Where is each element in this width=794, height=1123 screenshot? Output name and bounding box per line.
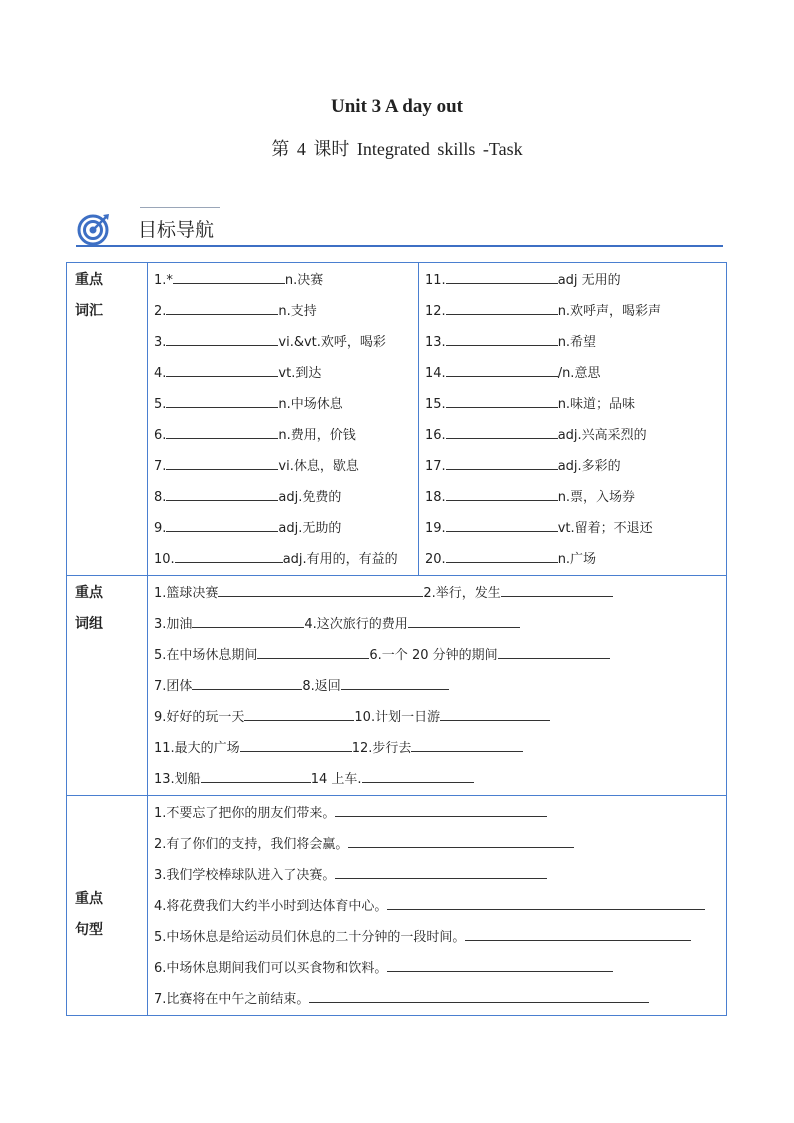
- vocab-meaning: n.支持: [278, 304, 317, 319]
- phrase-text: 14 上车.: [310, 772, 362, 787]
- vocab-item: [425, 420, 726, 451]
- vocab-item: [425, 389, 726, 420]
- answer-blank[interactable]: [446, 332, 558, 346]
- phrase-text: 4.这次旅行的费用: [304, 617, 408, 632]
- vocab-meaning: adj.有用的，有益的: [282, 552, 398, 567]
- phrase-text: 8.返回: [302, 679, 341, 694]
- sentence-cell: [148, 796, 727, 1016]
- answer-blank[interactable]: [166, 518, 278, 532]
- section-title: 目标导航: [138, 219, 215, 241]
- vocab-meaning: n.广场: [557, 552, 597, 567]
- vocab-item: [154, 544, 418, 575]
- sentence-item: [154, 829, 726, 860]
- sentence-item: [154, 984, 726, 1015]
- phrase-text: 2.举行，发生: [423, 586, 501, 601]
- vocab-number: 16.: [425, 428, 446, 443]
- vocab-meaning: adj 无用的: [557, 273, 621, 288]
- vocab-meaning: vi.休息，歇息: [278, 459, 359, 474]
- phrase-text: 6.一个 20 分钟的期间: [369, 648, 498, 663]
- answer-blank[interactable]: [166, 332, 278, 346]
- phrase-text: 11.最大的广场: [154, 741, 240, 756]
- phrase-item: [154, 702, 726, 733]
- vocab-item: [425, 296, 726, 327]
- answer-blank[interactable]: [446, 394, 558, 408]
- target-icon: [76, 211, 112, 247]
- answer-blank[interactable]: [240, 738, 352, 752]
- sentence-item: [154, 891, 726, 922]
- sentence-item: [154, 953, 726, 984]
- answer-blank[interactable]: [465, 927, 691, 941]
- sentence-item: [154, 922, 726, 953]
- answer-blank[interactable]: [257, 645, 369, 659]
- answer-blank[interactable]: [446, 301, 558, 315]
- section-divider: [76, 245, 723, 247]
- phrase-item: [154, 609, 726, 640]
- sentence-label-2: 句型: [75, 921, 103, 938]
- answer-blank[interactable]: [341, 676, 449, 690]
- phrase-text: 1.篮球决赛: [154, 586, 219, 601]
- vocab-number: 17.: [425, 459, 446, 474]
- vocab-number: 10.: [154, 552, 175, 567]
- vocab-number: 1.*: [154, 273, 173, 288]
- vocab-label-cell: [67, 263, 148, 576]
- vocab-meaning: n.决赛: [284, 273, 324, 288]
- phrase-label-1: 重点: [75, 585, 103, 601]
- answer-blank[interactable]: [335, 865, 547, 879]
- vocab-number: 15.: [425, 397, 446, 412]
- answer-blank[interactable]: [446, 487, 558, 501]
- sentence-text: 5.中场休息是给运动员们休息的二十分钟的一段时间。: [154, 930, 466, 945]
- vocab-item: [425, 451, 726, 482]
- answer-blank[interactable]: [387, 896, 705, 910]
- vocab-item: [154, 296, 418, 327]
- vocab-meaning: n.欢呼声，喝彩声: [557, 304, 662, 319]
- vocab-number: 9.: [154, 521, 167, 536]
- vocab-meaning: n.中场休息: [278, 397, 343, 412]
- sentence-text: 7.比赛将在中午之前结束。: [154, 992, 310, 1007]
- vocab-item: [425, 513, 726, 544]
- sentence-text: 2.有了你们的支持，我们将会赢。: [154, 837, 349, 852]
- vocab-left-cell: [148, 263, 419, 576]
- answer-blank[interactable]: [348, 834, 574, 848]
- answer-blank[interactable]: [218, 583, 423, 597]
- vocab-item: [154, 265, 418, 296]
- vocab-meaning: adj.免费的: [278, 490, 342, 505]
- vocab-meaning: adj.兴高采烈的: [557, 428, 647, 443]
- vocab-meaning: n.票，入场券: [557, 490, 636, 505]
- phrase-item: [154, 640, 726, 671]
- answer-blank[interactable]: [166, 456, 278, 470]
- vocab-number: 12.: [425, 304, 446, 319]
- answer-blank[interactable]: [501, 583, 613, 597]
- vocab-number: 8.: [154, 490, 167, 505]
- answer-blank[interactable]: [166, 301, 278, 315]
- phrase-item: [154, 671, 726, 702]
- sentence-text: 1.不要忘了把你的朋友们带来。: [154, 806, 336, 821]
- answer-blank[interactable]: [446, 518, 558, 532]
- phrase-text: 3.加油: [154, 617, 193, 632]
- phrase-label-cell: [67, 576, 148, 796]
- sentence-text: 6.中场休息期间我们可以买食物和饮料。: [154, 961, 388, 976]
- sentence-label-cell: [67, 796, 148, 1016]
- vocab-item: [154, 358, 418, 389]
- answer-blank[interactable]: [166, 394, 278, 408]
- sentence-row: [67, 796, 727, 1016]
- vocab-item: [425, 327, 726, 358]
- vocab-label-1: 重点: [75, 272, 103, 288]
- vocab-meaning: n.味道；品味: [557, 397, 636, 412]
- answer-blank[interactable]: [335, 803, 547, 817]
- vocab-item: [425, 265, 726, 296]
- sentence-text: 4.将花费我们大约半小时到达体育中心。: [154, 899, 388, 914]
- vocab-item: [425, 482, 726, 513]
- answer-blank[interactable]: [166, 487, 278, 501]
- vocab-number: 18.: [425, 490, 446, 505]
- page-title: Unit 3 A day out: [331, 96, 463, 117]
- phrase-text: 13.划船: [154, 772, 201, 787]
- vocab-number: 11.: [425, 273, 446, 288]
- study-table: [66, 262, 727, 1016]
- vocab-item: [154, 420, 418, 451]
- answer-blank[interactable]: [166, 363, 278, 377]
- answer-blank[interactable]: [498, 645, 610, 659]
- vocab-row: [67, 263, 727, 576]
- vocab-number: 7.: [154, 459, 167, 474]
- answer-blank[interactable]: [175, 549, 283, 563]
- phrase-text: 7.团体: [154, 679, 193, 694]
- vocab-number: 3.: [154, 335, 167, 350]
- phrase-item: [154, 578, 726, 609]
- vocab-meaning: /n.意思: [557, 366, 601, 381]
- vocab-item: [154, 513, 418, 544]
- answer-blank[interactable]: [408, 614, 520, 628]
- phrase-item: [154, 764, 726, 795]
- phrase-text: 5.在中场休息期间: [154, 648, 258, 663]
- sentence-item: [154, 798, 726, 829]
- answer-blank[interactable]: [446, 363, 558, 377]
- answer-blank[interactable]: [446, 456, 558, 470]
- lesson-subtitle: 第 4 课时 Integrated skills -Task: [271, 139, 523, 159]
- answer-blank[interactable]: [173, 270, 285, 284]
- decorative-line: [140, 207, 220, 208]
- vocab-item: [154, 327, 418, 358]
- vocab-meaning: n.费用，价钱: [278, 428, 356, 443]
- vocab-item: [154, 482, 418, 513]
- vocab-meaning: vt.留着；不退还: [557, 521, 653, 536]
- answer-blank[interactable]: [362, 769, 474, 783]
- sentence-text: 3.我们学校棒球队进入了决赛。: [154, 868, 336, 883]
- vocab-number: 5.: [154, 397, 167, 412]
- answer-blank[interactable]: [201, 769, 311, 783]
- answer-blank[interactable]: [446, 549, 558, 563]
- phrase-cell: [148, 576, 727, 796]
- answer-blank[interactable]: [192, 614, 304, 628]
- sentence-label-1: 重点: [75, 890, 103, 907]
- sentence-item: [154, 860, 726, 891]
- vocab-meaning: vi.&vt.欢呼，喝彩: [278, 335, 386, 350]
- vocab-meaning: n.希望: [557, 335, 597, 350]
- vocab-number: 20.: [425, 552, 446, 567]
- vocab-meaning: adj.无助的: [278, 521, 342, 536]
- answer-blank[interactable]: [411, 738, 523, 752]
- vocab-item: [154, 451, 418, 482]
- vocab-number: 4.: [154, 366, 167, 381]
- phrase-label-2: 词组: [75, 616, 103, 632]
- answer-blank[interactable]: [192, 676, 302, 690]
- phrase-text: 12.步行去: [351, 741, 412, 756]
- phrase-text: 10.计划一日游: [354, 710, 441, 725]
- vocab-label-2: 词汇: [75, 303, 103, 319]
- vocab-number: 19.: [425, 521, 446, 536]
- answer-blank[interactable]: [440, 707, 550, 721]
- vocab-right-cell: [419, 263, 727, 576]
- vocab-number: 13.: [425, 335, 446, 350]
- vocab-meaning: vt.到达: [278, 366, 322, 381]
- answer-blank[interactable]: [309, 989, 649, 1003]
- vocab-number: 14.: [425, 366, 446, 381]
- vocab-item: [425, 358, 726, 389]
- answer-blank[interactable]: [387, 958, 613, 972]
- answer-blank[interactable]: [446, 270, 558, 284]
- vocab-item: [425, 544, 726, 575]
- vocab-meaning: adj.多彩的: [557, 459, 621, 474]
- vocab-number: 6.: [154, 428, 167, 443]
- answer-blank[interactable]: [244, 707, 354, 721]
- answer-blank[interactable]: [446, 425, 558, 439]
- answer-blank[interactable]: [166, 425, 278, 439]
- vocab-item: [154, 389, 418, 420]
- phrase-row: [67, 576, 727, 796]
- phrase-text: 9.好好的玩一天: [154, 710, 245, 725]
- vocab-number: 2.: [154, 304, 167, 319]
- phrase-item: [154, 733, 726, 764]
